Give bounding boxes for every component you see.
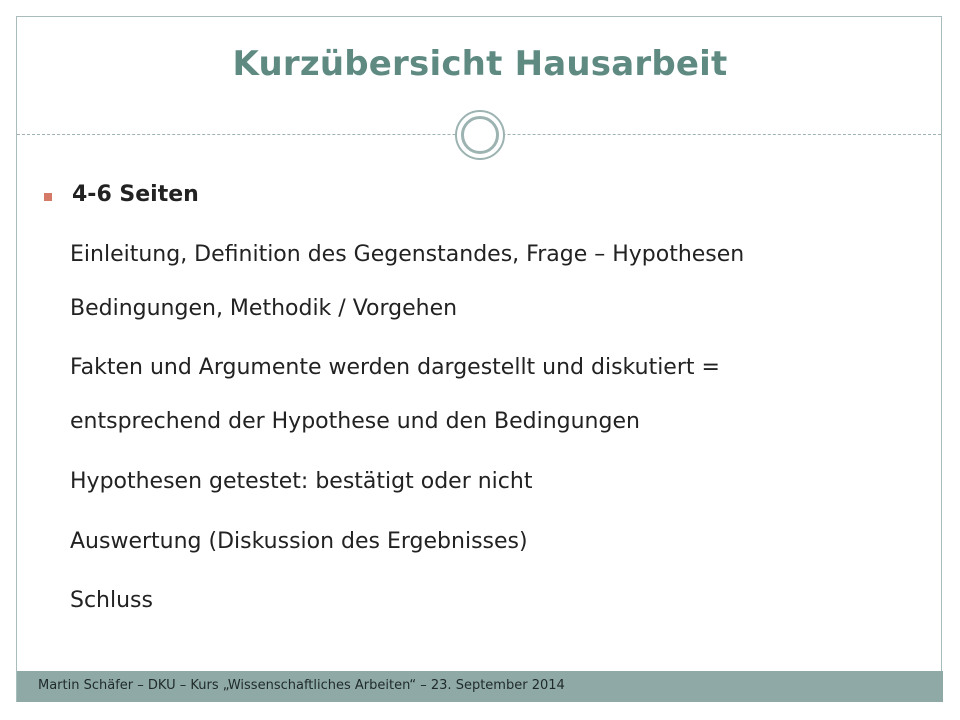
square-bullet-icon xyxy=(44,193,52,201)
content-line-1: Einleitung, Definition des Gegenstandes, Frage – Hypothesen xyxy=(70,242,745,267)
content-line-5: Hypothesen getestet: bestätigt oder nicht xyxy=(70,469,533,494)
content-line-2: Bedingungen, Methodik / Vorgehen xyxy=(70,296,458,321)
footer-text: Martin Schäfer – DKU – Kurs „Wissenschaftliches Arbeiten“ – 23. September 2014 xyxy=(38,678,565,693)
bullet-heading: 4-6 Seiten xyxy=(72,182,199,207)
content-line-7: Schluss xyxy=(70,588,153,613)
slide-title: Kurzübersicht Hausarbeit xyxy=(232,44,728,84)
content-line-3: Fakten und Argumente werden dargestellt und diskutiert = xyxy=(70,355,720,380)
content-line-6: Auswertung (Diskussion des Ergebnisses) xyxy=(70,529,528,554)
content-line-4: entsprechend der Hypothese und den Bedingungen xyxy=(70,409,640,434)
